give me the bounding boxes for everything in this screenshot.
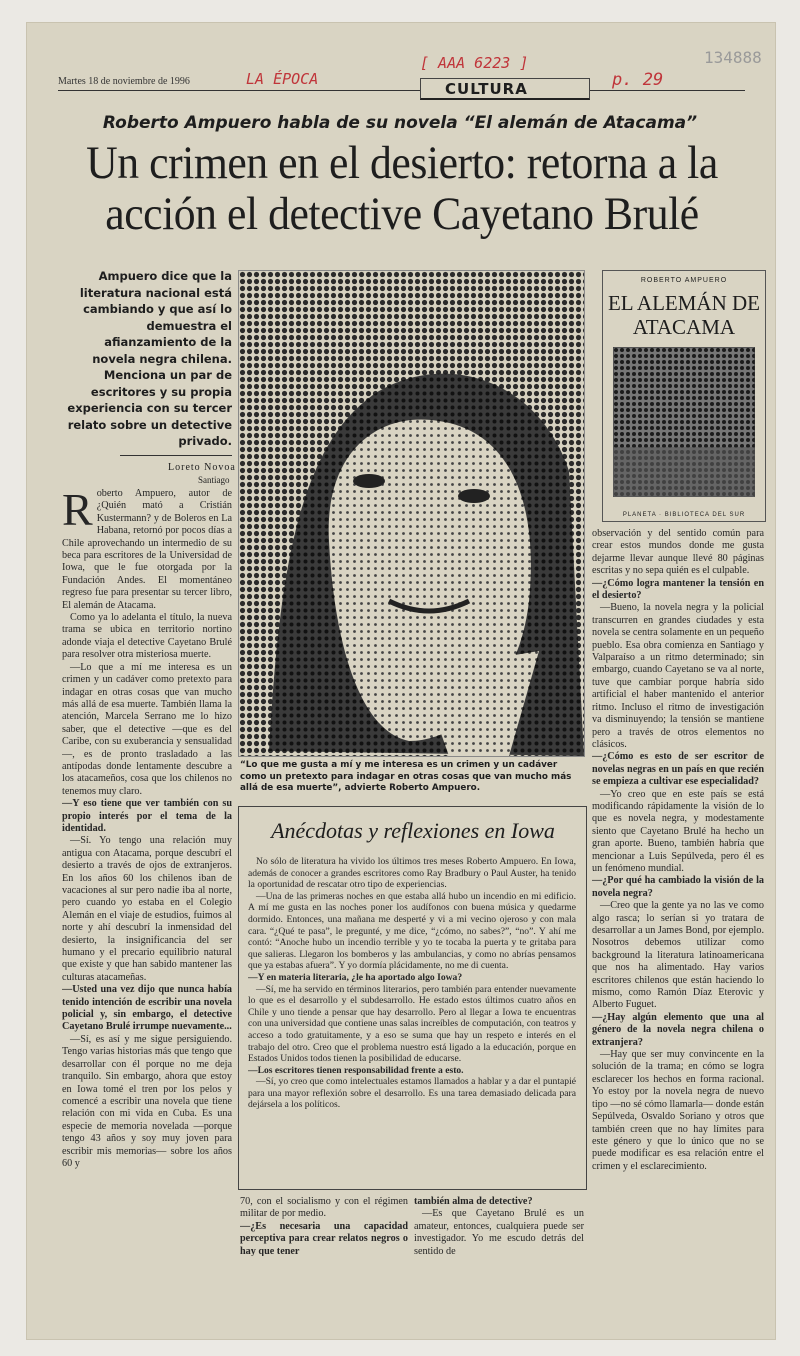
sidebar-title: Anécdotas y reflexiones en Iowa [271,818,555,843]
col1-question: —Usted una vez dijo que nunca había tenido intención de escribir una novela policial y, sin embargo, el detective Cayetano Brulé irrumpe nuevamente... [62,984,232,1033]
sidebar-paragraph: —Sí, yo creo que como intelectuales estamos llamados a hablar y a dar el puntapié para una mayor reflexión sobre el desarrollo. Es una tarea demasiado delicada para dejársela a los políticos. [248,1076,576,1111]
section-label: CULTURA [420,78,590,100]
place: Santiago [198,475,230,485]
sidebar-text [248,856,576,1182]
col3-paragraph: —Yo creo que en este país se está modificando rápidamente la visión de lo que es novela negra, y modestamente siento que Cayetano Brulé ha hecho un gran aporte. Bueno, también habría que mencionar a Luis Sepúlveda, pero él es un fenómeno mundial. [592,788,764,874]
bottom-question: —¿Es necesaria una capacidad perceptiva para crear relatos negros o hay que tener [240,1220,408,1256]
headline-line-1: Un crimen en el desierto: retorna a la [86,137,718,189]
handwritten-newspaper-name: LA ÉPOCA [246,70,319,88]
sidebar-question: —Los escritores tienen responsabilidad frente a esto. [248,1064,464,1076]
photo-caption: “Lo que me gusta a mí y me interesa es un crimen y un cadáver como un pretexto para indagar en otras cosas que van mucho más allá de esa muerte”, advierte Roberto Ampuero. [240,760,572,793]
book-author: ROBERTO AMPUERO [640,277,728,284]
col3-question: —¿Cómo logra mantener la tensión en el desierto? [592,577,764,602]
archive-number: 134888 [704,48,762,67]
bottom-column-left [240,1196,408,1256]
col1-paragraph: Como ya lo adelanta el título, la nueva trama se ubica en territorio nortino adonde viaja el detective Cayetano Brulé para resolver otra misteriosa muerte. [62,612,232,661]
kicker: Roberto Ampuero habla de su novela “El alemán de Atacama” [102,113,698,133]
col1-paragraph: —Lo que a mí me interesa es un crimen y un cadáver como pretexto para indagar en otras cosas que van mucho más allá de esa muerte. También llama la atención, Marcela Serrano me lo hizo saber, que el detective —que es del Caribe, con su exuberancia y sensualidad—, es de pronto trasladado a las antípodas donde lentamente descubre a los atacameños, cosa que los chilenos no tenemos muy claro. [62,661,232,797]
bottom-question: también alma de detective? [414,1196,533,1207]
sidebar-paragraph: No sólo de literatura ha vivido los últimos tres meses Roberto Ampuero. En Iowa, además de conocer a grandes escritores como Ray Bradbury o Paul Auster, ha tenido la oportunidad de rescatar otro tipo de experiencias. [248,856,576,891]
book-publisher: PLANETA · BIBLIOTECA DEL SUR [622,512,746,518]
sidebar-question: —Y en materia literaria, ¿le ha aportado algo Iowa? [248,971,463,983]
col3-question: —¿Hay algún elemento que una al género de la novela negra chilena o extranjera? [592,1011,764,1048]
headline-line-2: acción el detective Cayetano Brulé [105,188,699,240]
headline [77,138,728,240]
handwritten-catalog-code: [ AAA 6223 ] [420,54,529,72]
col3-question: —¿Por qué ha cambiado la visión de la novela negra? [592,875,764,899]
col1-question: —Y eso tiene que ver también con su propio interés por el tema de la identidad. [62,798,232,834]
col1-paragraph: oberto Ampuero, autor de ¿Quién mató a Cristián Kustermann? y de Boleros en La Habana, retornó por pocos días a Chile aprovechando un intermedio de su beca para escritores de la Universidad de Iowa, que le fue otorgada por la Fundación Andes. El momentáneo regreso fue para presentar su tercer libro, El alemán de Atacama. [62,488,232,611]
byline: Loreto Novoa [168,462,236,473]
dateline: Martes 18 de noviembre de 1996 [58,76,190,87]
book-cover [602,270,766,522]
column-left [62,488,232,1188]
bottom-paragraph: —Es que Cayetano Brulé es un amateur, entonces, cualquiera puede ser investigador. Yo me escudo detrás del sentido de [414,1208,584,1256]
sidebar-paragraph: —Una de las primeras noches en que estaba allá hubo un incendio en mi edificio. A mí me gusta en las noches poner los audífonos con buena música y quedarme dormido. Entonces, una mañana me desperté y vi a mi vecino ojeroso y con mala cara. “¿Qué te pasa”, le pregunté, y me dice, “¿cómo, no sabes?”, “no”. Y ahí me contó: “Anoche hubo un incendio terrible y yo te tocaba la puerta y te gritaba para que salieras. Llegaron los bomberos y las ambulancias, y como no abrías pensamos que ya estabas afuera”. Y yo dormía plácidamente, no me di cuenta. [248,890,576,972]
summary-rule [120,455,232,456]
summary: Ampuero dice que la literatura nacional está cambiando y que así lo demuestra el afianzamiento de la novela negra chilena. Menciona un par de escritores y su propia experiencia con su tercer relato sobre un detective privado. [67,269,232,448]
sidebar-paragraph: —Sí, me ha servido en términos literarios, pero también para entender nuevamente lo que es el desarrollo y el subdesarrollo. He estado estos últimos cuatro años en Chile y uno tiende a pensar que hay desarrollo. Pero al llegar a Iowa te encuentras con una universidad que contiene unas salas increíbles de computación, con teatros y acceso a todo gratuitamente, y a eso se suma que hay un respeto e interés en el trabajo del otro. Creo que el problema nuestro está ligado a la educación, porque en Estados Unidos todos tienen la posibilidad de educarse. [248,983,576,1065]
col3-paragraph: —Bueno, la novela negra y la policial transcurren en grandes ciudades y esta novela se centra solamente en un pequeño pueblo. Esa obra comienza en Santiago y Valparaíso a un ritmo determinado; sin embargo, cuando Cayetano se va al norte, tuve que cambiar porque habría sido artificial el haber mantenido el anterior ritmo. Incluso el ritmo de investigación va disminuyendo; la tensión se mantiene pero a través de otros elementos no clásicos. [592,602,764,750]
col1-paragraph: —Sí. Yo tengo una relación muy antigua con Atacama, porque descubrí el desierto a través de ojos de extranjeros. En los años 60 los chilenos iban de vacaciones al sur pero nadie iba al norte, pero cuando yo estaba en el Colegio Alemán en el viaje de estudios, fuimos al norte y ahí descubrí la inmensidad del desierto, la insignificancia del ser humano y el precario equilibrio natural que existe y que han sabido mantener las culturas atacameñas. [62,835,232,983]
col3-paragraph: observación y del sentido común para crear estos mundos donde me gusta dejarme llevar aunque llevé 80 páginas escritas y no sepa quién es el culpable. [592,528,764,577]
column-right [592,528,764,1313]
book-title: EL ALEMÁN DE ATACAMA [607,291,761,339]
book-cover-image [613,347,755,497]
handwritten-page-number: p. 29 [612,70,664,90]
col3-paragraph: —Creo que la gente ya no las ve como algo rasca; lo serían si yo tratara de desarrollar a un James Bond, por ejemplo. Nosotros debemos utilizar como background la literatura latinoamericana que nos ha alimentado. Hay varios escritores chilenos que están haciendo lo mismo, como Ramón Díaz Eterovic y Alberto Fuguet. [592,900,764,1011]
header-rule-left [58,90,420,91]
col1-paragraph: —Sí, es así y me sigue persiguiendo. Tengo varias historias más que tengo que desarrollar con él porque no me deja tranquilo. Sin embargo, ahora que estoy en Iowa tomé el tren por los pelos y comencé a escribir una novela que tiene relación con mi vida en Cuba. Es una especie de memoria novelada —porque tengo 43 años y soy muy joven para escribir mis memorias— sobre los años 60 y [62,1033,232,1169]
drop-cap: R [62,488,93,535]
bottom-paragraph: 70, con el socialismo y con el régimen militar de por medio. [240,1196,408,1220]
photo-eye-left [353,474,385,488]
photo-eye-right [458,489,490,503]
author-photo [238,270,585,757]
bottom-column-right [414,1196,584,1256]
header-rule-right [590,90,745,91]
col3-question: —¿Cómo es esto de ser escritor de novelas negras en un país en que recién se empieza a cultivar ese especialidad? [592,751,764,788]
col3-paragraph: —Hay que ser muy convincente en la solución de la trama; en cómo se logra esclarecer los hechos en forma racional. Yo estoy por la novela negra de nuevo tipo —no sé cómo llamarla— donde están Sepúlveda, Osvaldo Soriano y otros que también creen que no hay límites para este género y que lo único que no se puede modificar es esa relación entre el crimen y el esclarecimiento. [592,1049,764,1172]
